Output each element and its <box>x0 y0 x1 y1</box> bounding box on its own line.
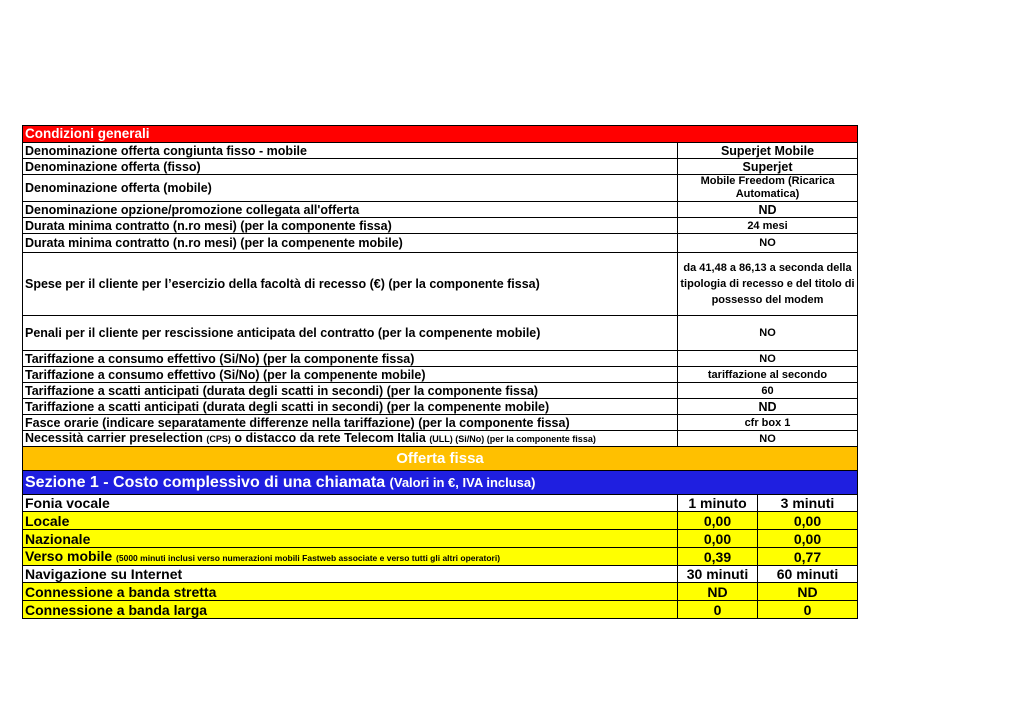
row-value: ND <box>678 399 858 415</box>
fonia-header-col-2: 3 minuti <box>758 495 858 512</box>
row-value-2: 0,00 <box>758 512 858 530</box>
fonia-header-col-1: 1 minuto <box>678 495 758 512</box>
row-label: Tariffazione a scatti anticipati (durata degli scatti in secondi) (per la componente fissa) <box>23 383 678 399</box>
row-label: Nazionale <box>23 530 678 548</box>
row-label: Durata minima contratto (n.ro mesi) (per la componente fissa) <box>23 218 678 234</box>
table-row <box>23 383 858 399</box>
row-label: Connessione a banda larga <box>23 601 678 619</box>
carrier-row <box>23 431 858 447</box>
table-row <box>23 601 858 619</box>
row-label <box>23 548 678 566</box>
conditions-sheet <box>22 125 857 619</box>
internet-header-col-2: 60 minuti <box>758 566 858 583</box>
row-label: Durata minima contratto (n.ro mesi) (per la compenente mobile) <box>23 234 678 253</box>
table-row <box>23 159 858 175</box>
row-label: Penali per il cliente per rescissione anticipata del contratto (per la compenente mobile) <box>23 316 678 351</box>
row-value: da 41,48 a 86,13 a seconda della tipologia di recesso e del titolo di possesso del modem <box>678 253 858 316</box>
table-row <box>23 218 858 234</box>
row-label: Spese per il cliente per l’esercizio della facoltà di recesso (€) (per la componente fissa) <box>23 253 678 316</box>
row-label: Tariffazione a consumo effettivo (Si/No) (per la compenente mobile) <box>23 367 678 383</box>
fonia-header-row <box>23 495 858 512</box>
row-value: Superjet Mobile <box>678 143 858 159</box>
carrier-label-d: (ULL) (Si/No) (per la componente fissa) <box>429 434 596 444</box>
table-row <box>23 399 858 415</box>
row-value-2: ND <box>758 583 858 601</box>
carrier-label-a: Necessità carrier preselection <box>25 431 207 445</box>
row-value: ND <box>678 202 858 218</box>
table-row <box>23 415 858 431</box>
row-label: Denominazione offerta (fisso) <box>23 159 678 175</box>
row-value: Mobile Freedom (Ricarica Automatica) <box>678 175 858 202</box>
row-value-1: 0,39 <box>678 548 758 566</box>
row-value: NO <box>678 316 858 351</box>
row-value: Superjet <box>678 159 858 175</box>
row-value-2: 0,77 <box>758 548 858 566</box>
row-value: 60 <box>678 383 858 399</box>
general-conditions-header <box>23 126 858 143</box>
table-row <box>23 367 858 383</box>
verso-mobile-label: Verso mobile <box>25 547 117 564</box>
row-value: tariffazione al secondo <box>678 367 858 383</box>
table-row <box>23 175 858 202</box>
fonia-header-label: Fonia vocale <box>23 495 678 512</box>
table-row <box>23 143 858 159</box>
internet-header-row <box>23 566 858 583</box>
row-label: Locale <box>23 512 678 530</box>
row-label: Denominazione offerta (mobile) <box>23 175 678 202</box>
row-value-1: 0 <box>678 601 758 619</box>
table-row <box>23 316 858 351</box>
sezione-1-banner <box>23 471 858 495</box>
table-row <box>23 202 858 218</box>
carrier-label-b: (CPS) <box>206 434 231 444</box>
row-label: Denominazione opzione/promozione collegata all'offerta <box>23 202 678 218</box>
row-value-2: 0,00 <box>758 530 858 548</box>
conditions-table <box>22 125 858 619</box>
row-label: Tariffazione a scatti anticipati (durata degli scatti in secondi) (per la compenente mobile) <box>23 399 678 415</box>
verso-mobile-note: (5000 minuti inclusi verso numerazioni mobili Fastweb associate e verso tutti gli altri operatori) <box>116 552 501 563</box>
row-value: NO <box>678 234 858 253</box>
row-value-1: 0,00 <box>678 530 758 548</box>
row-label: Denominazione offerta congiunta fisso - mobile <box>23 143 678 159</box>
row-value: 24 mesi <box>678 218 858 234</box>
internet-header-col-1: 30 minuti <box>678 566 758 583</box>
offerta-fissa-title: Offerta fissa <box>23 447 858 471</box>
sezione-1-title-text: Sezione 1 - Costo complessivo di una chiamata <box>25 473 390 491</box>
row-label: Fasce orarie (indicare separatamente differenze nella tariffazione) (per la componente fissa) <box>23 415 678 431</box>
sezione-1-subtitle: (Valori in €, IVA inclusa) <box>389 474 536 490</box>
row-label: Connessione a banda stretta <box>23 583 678 601</box>
table-row <box>23 530 858 548</box>
table-row <box>23 351 858 367</box>
internet-header-label: Navigazione su Internet <box>23 566 678 583</box>
sezione-1-title <box>23 471 858 495</box>
carrier-label <box>23 431 678 447</box>
table-row <box>23 512 858 530</box>
offerta-fissa-banner <box>23 447 858 471</box>
section-title: Condizioni generali <box>23 126 858 143</box>
table-row <box>23 253 858 316</box>
row-value: cfr box 1 <box>678 415 858 431</box>
row-value-1: ND <box>678 583 758 601</box>
row-value: NO <box>678 351 858 367</box>
table-row <box>23 234 858 253</box>
carrier-label-c: o distacco da rete Telecom Italia <box>230 431 430 445</box>
row-value-2: 0 <box>758 601 858 619</box>
carrier-value: NO <box>678 431 858 447</box>
table-row <box>23 583 858 601</box>
row-label: Tariffazione a consumo effettivo (Si/No) (per la componente fissa) <box>23 351 678 367</box>
row-value-1: 0,00 <box>678 512 758 530</box>
verso-mobile-row <box>23 548 858 566</box>
